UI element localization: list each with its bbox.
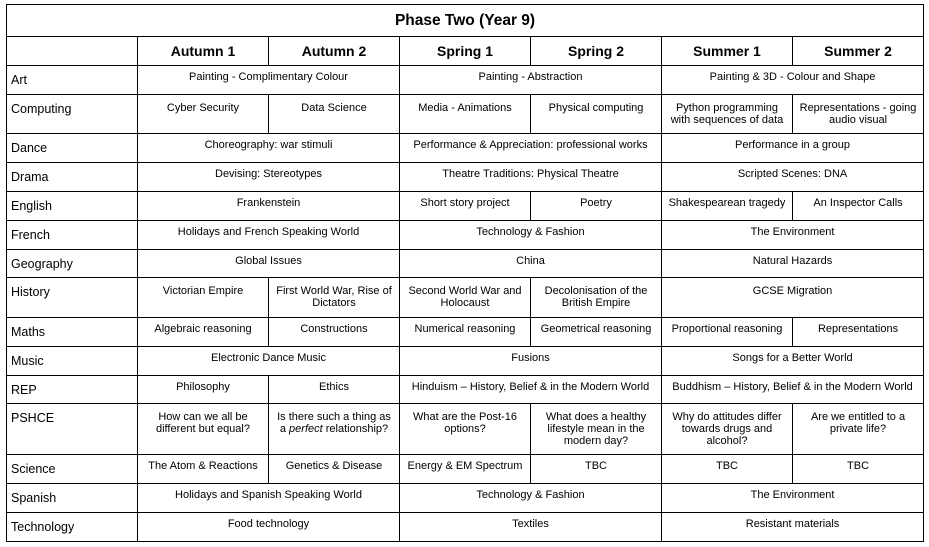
topic-cell: Technology & Fashion (400, 221, 662, 250)
topic-cell: Buddhism – History, Belief & in the Modern World (662, 376, 924, 404)
subject-science: Science (7, 455, 138, 484)
topic-cell: Numerical reasoning (400, 318, 531, 347)
topic-cell: An Inspector Calls (793, 192, 924, 221)
subject-history: History (7, 278, 138, 318)
topic-cell: Decolonisation of the British Empire (531, 278, 662, 318)
topic-text-article: a (279, 423, 290, 435)
term-header-spring-1: Spring 1 (400, 37, 531, 66)
topic-cell: What does a healthy lifestyle mean in the modern day? (531, 404, 662, 455)
subject-rep: REP (7, 376, 138, 404)
topic-cell: Frankenstein (138, 192, 400, 221)
subject-computing: Computing (7, 95, 138, 134)
topic-cell (269, 404, 400, 455)
topic-cell: First World War, Rise of Dictators (269, 278, 400, 318)
topic-cell: Holidays and Spanish Speaking World (138, 484, 400, 513)
table-row (7, 221, 924, 250)
term-header-summer-1: Summer 1 (662, 37, 793, 66)
table-row (7, 278, 924, 318)
topic-cell: Fusions (400, 347, 662, 376)
topic-cell: The Atom & Reactions (138, 455, 269, 484)
topic-cell: Hinduism – History, Belief & in the Modern World (400, 376, 662, 404)
topic-cell: Representations - going audio visual (793, 95, 924, 134)
topic-cell: Cyber Security (138, 95, 269, 134)
topic-cell: Ethics (269, 376, 400, 404)
topic-cell: Geometrical reasoning (531, 318, 662, 347)
term-header-autumn-1: Autumn 1 (138, 37, 269, 66)
subject-music: Music (7, 347, 138, 376)
subject-maths: Maths (7, 318, 138, 347)
table-row (7, 66, 924, 95)
topic-cell: Global Issues (138, 250, 400, 278)
topic-cell: Electronic Dance Music (138, 347, 400, 376)
table-row (7, 484, 924, 513)
topic-cell: The Environment (662, 221, 924, 250)
topic-text-after: relationship? (322, 423, 389, 435)
topic-cell: Choreography: war stimuli (138, 134, 400, 163)
subject-french: French (7, 221, 138, 250)
topic-cell: Painting & 3D - Colour and Shape (662, 66, 924, 95)
subject-dance: Dance (7, 134, 138, 163)
topic-cell: Second World War and Holocaust (400, 278, 531, 318)
term-header-spring-2: Spring 2 (531, 37, 662, 66)
topic-cell: Constructions (269, 318, 400, 347)
topic-text-italic: perfect (289, 423, 323, 435)
topic-cell: Scripted Scenes: DNA (662, 163, 924, 192)
topic-cell: Devising: Stereotypes (138, 163, 400, 192)
curriculum-table (6, 4, 924, 542)
topic-cell: Genetics & Disease (269, 455, 400, 484)
subject-spanish: Spanish (7, 484, 138, 513)
topic-cell: Proportional reasoning (662, 318, 793, 347)
topic-cell: Are we entitled to a private life? (793, 404, 924, 455)
topic-cell: GCSE Migration (662, 278, 924, 318)
topic-cell: Victorian Empire (138, 278, 269, 318)
topic-cell: Python programming with sequences of data (662, 95, 793, 134)
topic-cell: Performance & Appreciation: professional works (400, 134, 662, 163)
topic-cell: Performance in a group (662, 134, 924, 163)
topic-cell: Songs for a Better World (662, 347, 924, 376)
topic-cell: Resistant materials (662, 513, 924, 542)
topic-cell: Energy & EM Spectrum (400, 455, 531, 484)
topic-cell: Data Science (269, 95, 400, 134)
topic-text-before: Is there such a thing as (277, 411, 391, 423)
subject-pshce: PSHCE (7, 404, 138, 455)
subject-art: Art (7, 66, 138, 95)
topic-cell: Holidays and French Speaking World (138, 221, 400, 250)
table-row (7, 192, 924, 221)
subject-drama: Drama (7, 163, 138, 192)
topic-cell: The Environment (662, 484, 924, 513)
table-row (7, 376, 924, 404)
topic-cell: Shakespearean tragedy (662, 192, 793, 221)
topic-cell: Textiles (400, 513, 662, 542)
topic-cell: Representations (793, 318, 924, 347)
table-row (7, 513, 924, 542)
topic-cell: Natural Hazards (662, 250, 924, 278)
term-header-autumn-2: Autumn 2 (269, 37, 400, 66)
table-row (7, 318, 924, 347)
topic-cell: What are the Post-16 options? (400, 404, 531, 455)
subject-english: English (7, 192, 138, 221)
topic-cell: Algebraic reasoning (138, 318, 269, 347)
term-header-summer-2: Summer 2 (793, 37, 924, 66)
topic-cell: Painting - Abstraction (400, 66, 662, 95)
topic-cell: Food technology (138, 513, 400, 542)
table-row (7, 404, 924, 455)
topic-cell: Why do attitudes differ towards drugs and alcohol? (662, 404, 793, 455)
topic-cell: Theatre Traditions: Physical Theatre (400, 163, 662, 192)
topic-cell: Media - Animations (400, 95, 531, 134)
topic-cell: Technology & Fashion (400, 484, 662, 513)
table-row (7, 455, 924, 484)
table-row (7, 163, 924, 192)
topic-cell: TBC (662, 455, 793, 484)
table-row (7, 95, 924, 134)
topic-cell: Painting - Complimentary Colour (138, 66, 400, 95)
topic-cell: Philosophy (138, 376, 269, 404)
corner-cell (7, 37, 138, 66)
topic-cell: China (400, 250, 662, 278)
table-row (7, 347, 924, 376)
table-title: Phase Two (Year 9) (7, 5, 924, 37)
topic-cell: Poetry (531, 192, 662, 221)
topic-cell: How can we all be different but equal? (138, 404, 269, 455)
topic-cell: Short story project (400, 192, 531, 221)
table-row (7, 250, 924, 278)
subject-technology: Technology (7, 513, 138, 542)
topic-cell: TBC (531, 455, 662, 484)
table-row (7, 134, 924, 163)
subject-geography: Geography (7, 250, 138, 278)
topic-cell: TBC (793, 455, 924, 484)
topic-cell: Physical computing (531, 95, 662, 134)
